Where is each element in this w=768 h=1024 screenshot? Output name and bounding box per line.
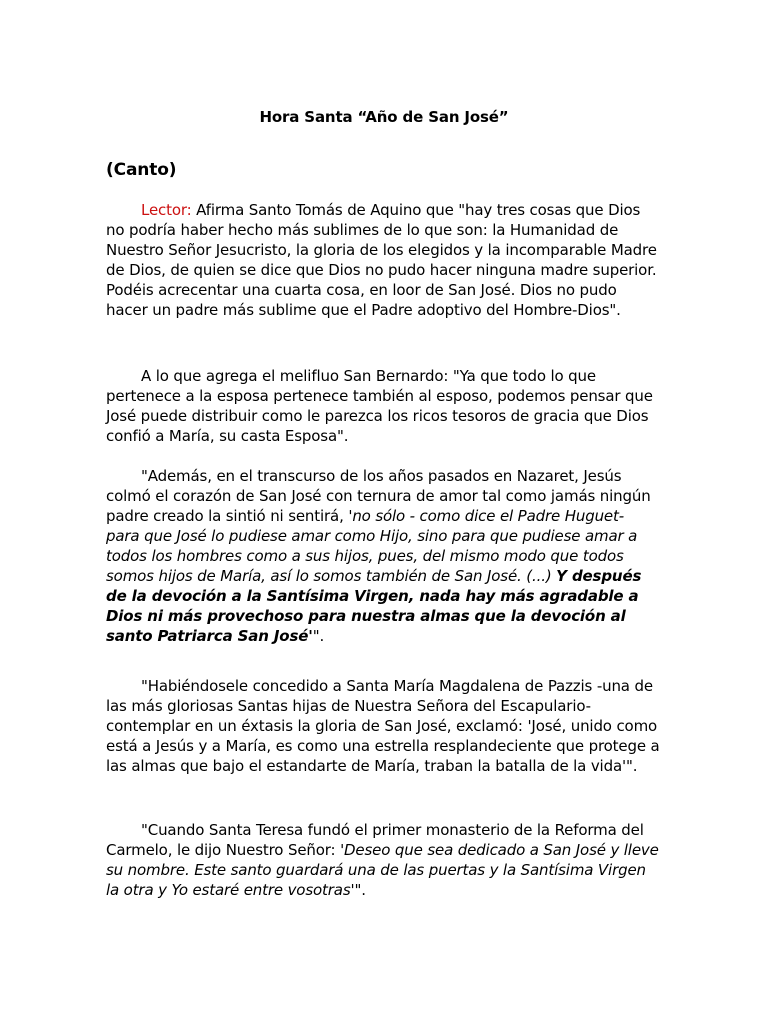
document-title: Hora Santa “Año de San José”: [259, 108, 509, 126]
section-heading-canto: (Canto): [106, 160, 177, 180]
paragraph-tail: ".: [312, 627, 325, 645]
paragraph-santa-teresa: [106, 820, 662, 900]
bold-italic-quote-devocion: Y después de la devoción a la Santísima Virgen, nada hay más agradable a Dios ni más provechoso para nuestra almas que la devoción al santo Patriarca San José': [106, 567, 642, 645]
paragraph-magdalena-pazzis: [106, 676, 662, 776]
italic-quote-teresa: 'Deseo que sea dedicado a San José y lleve su nombre. Este santo guardará una de las puertas y la Santísima Virgen la otra y Yo estaré entre vosotras': [106, 841, 659, 899]
paragraph-text: "Habiéndosele concedido a Santa María Magdalena de Pazzis -una de las más gloriosas Santas hijas de Nuestra Señora del Escapulario- contemplar en un éxtasis la gloria de San José, exclamó: 'José, unido como está a Jesús y a María, es como una estrella resplandeciente que protege a las almas que bajo el estandarte de María, traban la batalla de la vida'".: [106, 677, 660, 775]
italic-quote-huguet: 'no sólo - como dice el Padre Huguet- para que José lo pudiese amar como Hijo, sino para que pudiese amar a todos los hombres como a sus hijos, pues, del mismo modo que todos somos hijos de María, así lo somos también de San José. (...): [106, 507, 638, 585]
paragraph-tail: ".: [354, 881, 366, 899]
paragraph-san-bernardo: [106, 366, 662, 446]
paragraph-text: Afirma Santo Tomás de Aquino que "hay tres cosas que Dios no podría haber hecho más sublimes de lo que son: la Humanidad de Nuestro Señor Jesucristo, la gloria de los elegidos y la incomparable Madre de Dios, de quien se dice que Dios no pudo hacer ninguna madre superior. Podéis acrecentar una cuarta cosa, en loor de San José. Dios no pudo hacer un padre más sublime que el Padre adoptivo del Hombre-Dios".: [106, 201, 657, 319]
document-page: [106, 0, 662, 1024]
paragraph-lector-intro: [106, 200, 662, 320]
paragraph-nazaret: [106, 466, 662, 646]
paragraph-text: "Cuando Santa Teresa fundó el primer monasterio de la Reforma del Carmelo, le dijo Nuestro Señor:: [106, 821, 644, 859]
paragraph-text: "Además, en el transcurso de los años pasados en Nazaret, Jesús colmó el corazón de San José con ternura de amor tal como jamás ningún padre creado la sintió ni sentirá,: [106, 467, 651, 525]
paragraph-text: A lo que agrega el melifluo San Bernardo: "Ya que todo lo que pertenece a la esposa pertenece también al esposo, podemos pensar que José puede distribuir como le parezca los ricos tesoros de gracia que Dios confió a María, su casta Esposa".: [106, 367, 653, 445]
lector-label: Lector:: [141, 201, 192, 219]
